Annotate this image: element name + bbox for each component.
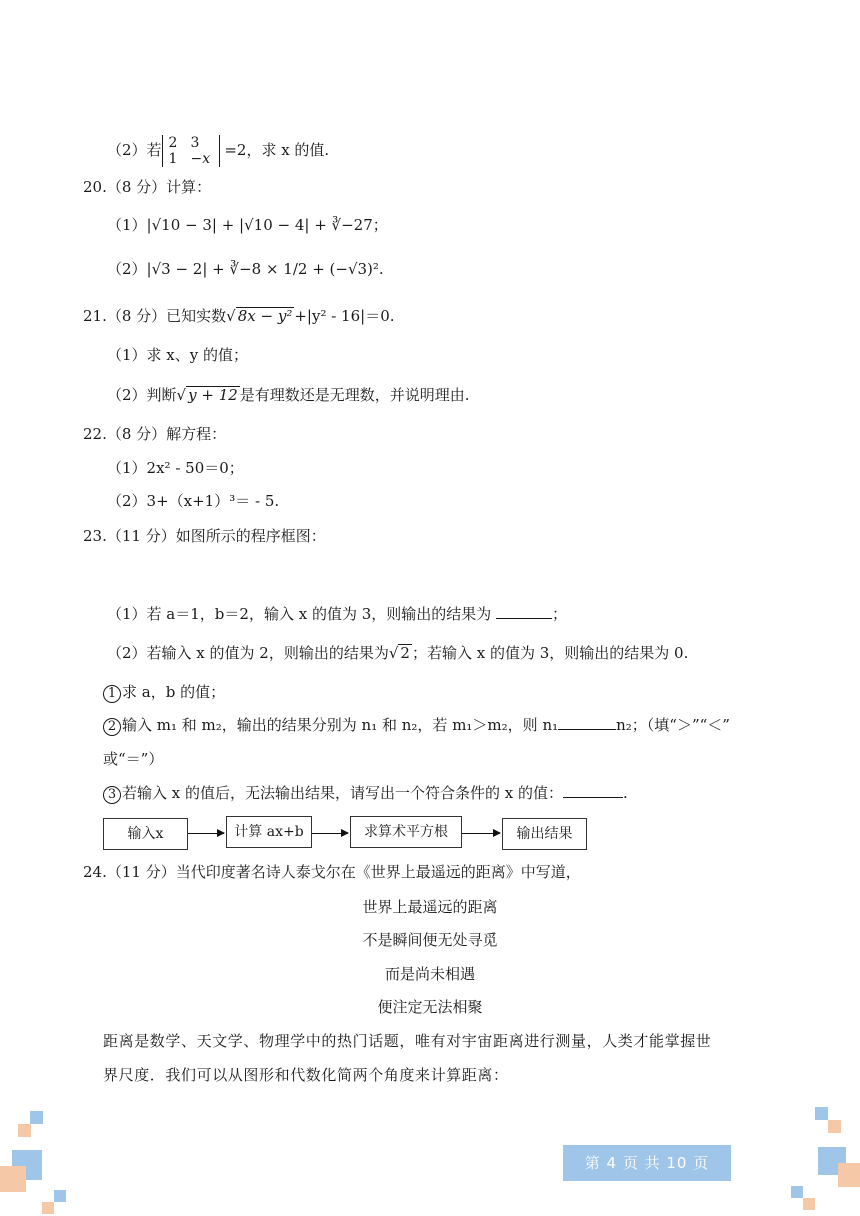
flow-input-box: 输入x: [103, 818, 188, 850]
q23-sub3-text: 若输入 x 的值后，无法输出结果，请写出一个符合条件的 x 的值：: [122, 784, 563, 802]
q20-p2-expr: |√3 − 2| + ∛−8 × 1/2 + (−√3)².: [146, 260, 384, 278]
q23-sub2-text2: n₂；（填“＞”“＜”: [616, 716, 730, 734]
q23-part1: [107, 604, 567, 624]
q23-sub2-cont: 或“＝”）: [103, 750, 164, 768]
page-number-badge: 第 4 页 共 10 页: [563, 1145, 731, 1181]
poem-line-2: 不是瞬间便无处寻觅: [362, 931, 498, 949]
q20-p2-label: （2）: [107, 260, 147, 278]
q23-p2-sqrt: 2: [400, 644, 410, 662]
q20-p1-expr: |√10 − 3| + |√10 − 4| + ∛−27；: [146, 216, 388, 234]
poem-line-4: 便注定无法相聚: [377, 998, 483, 1016]
q21-title: 21.（8 分）已知实数√ 8x − y² +|y² - 16|＝0.: [83, 307, 395, 325]
q21-p2-suffix: 是有理数还是无理数，并说明理由.: [239, 386, 470, 404]
q21-part1: （1）求 x、y 的值；: [107, 346, 249, 364]
det-b: 3: [190, 135, 200, 151]
q21-title-prefix: 21.（8 分）已知实数: [83, 307, 227, 325]
q23-sub2: [103, 715, 730, 736]
q22-part2: （2）3+（x+1）³＝ - 5.: [107, 492, 280, 510]
q23-sub1: [103, 682, 225, 703]
q23-p1-end: ；: [552, 605, 568, 623]
q19-prefix: （2）若: [107, 141, 162, 159]
det-c: 1: [168, 151, 178, 167]
q19-suffix: =2，求 x 的值.: [224, 141, 330, 159]
flow-output-box: 输出结果: [502, 818, 587, 850]
determinant: [162, 135, 220, 167]
q20-part1: [107, 215, 388, 235]
q21-p2-radicand: y + 12: [188, 386, 238, 404]
q24-paragraph-line-2: 界尺度．我们可以从图形和代数化简两个角度来计算距离：: [103, 1066, 509, 1084]
q24-paragraph-line-1: 距离是数学、天文学、物理学中的热门话题，唯有对宇宙距离进行测量，人类才能掌握世: [103, 1032, 712, 1050]
flow-sqrt-box: 求算术平方根: [350, 816, 462, 848]
circled-number-2: 2: [103, 718, 121, 736]
q21-radicand: 8x − y²: [237, 307, 293, 325]
flow-arrow-3: [462, 833, 500, 834]
q24-title: 24.（11 分）当代印度著名诗人泰戈尔在《世界上最遥远的距离》中写道，: [83, 863, 581, 881]
flow-compute-box: 计算 ax+b: [226, 816, 312, 848]
answer-blank-2: [558, 715, 616, 730]
q20-title: 20.（8 分）计算：: [83, 178, 212, 196]
q19-part2: [107, 135, 329, 167]
flow-arrow-1: [188, 833, 224, 834]
poem-line-1: 世界上最遥远的距离: [362, 898, 498, 916]
q21-title-suffix: +|y² - 16|＝0.: [294, 307, 395, 325]
q23-title: 23.（11 分）如图所示的程序框图：: [83, 527, 326, 545]
answer-blank-3: [563, 783, 623, 798]
q20-part2: [107, 259, 384, 279]
poem-line-3: 而是尚未相遇: [384, 965, 475, 983]
q20-p1-label: （1）: [107, 216, 147, 234]
circled-number-3: 3: [103, 786, 121, 804]
q23-p1-text: （1）若 a＝1，b＝2，输入 x 的值为 3，则输出的结果为: [107, 605, 492, 623]
q22-part1: （1）2x² - 50＝0；: [107, 459, 244, 477]
q23-p2-text: （2）若输入 x 的值为 2，则输出的结果为: [107, 644, 389, 662]
det-d: −x: [190, 151, 211, 167]
q23-sub3-end: .: [623, 784, 628, 802]
q23-sub1-text: 求 a，b 的值；: [122, 683, 226, 701]
q21-part2: （2）判断√ y + 12 是有理数还是无理数，并说明理由.: [107, 386, 470, 404]
det-a: 2: [168, 135, 178, 151]
q22-title: 22.（8 分）解方程：: [83, 425, 227, 443]
flow-arrow-2: [312, 833, 348, 834]
q21-p2-prefix: （2）判断: [107, 386, 177, 404]
answer-blank-1: [496, 604, 552, 619]
q23-sub3: [103, 783, 628, 804]
circled-number-1: 1: [103, 685, 121, 703]
q23-part2: （2）若输入 x 的值为 2，则输出的结果为√ 2 ；若输入 x 的值为 3，则输出的结果为 0.: [107, 644, 689, 662]
q23-p2-end: ；若输入 x 的值为 3，则输出的结果为 0.: [411, 644, 689, 662]
q23-sub2-text: 输入 m₁ 和 m₂，输出的结果分别为 n₁ 和 n₂，若 m₁＞m₂，则 n₁: [122, 716, 559, 734]
